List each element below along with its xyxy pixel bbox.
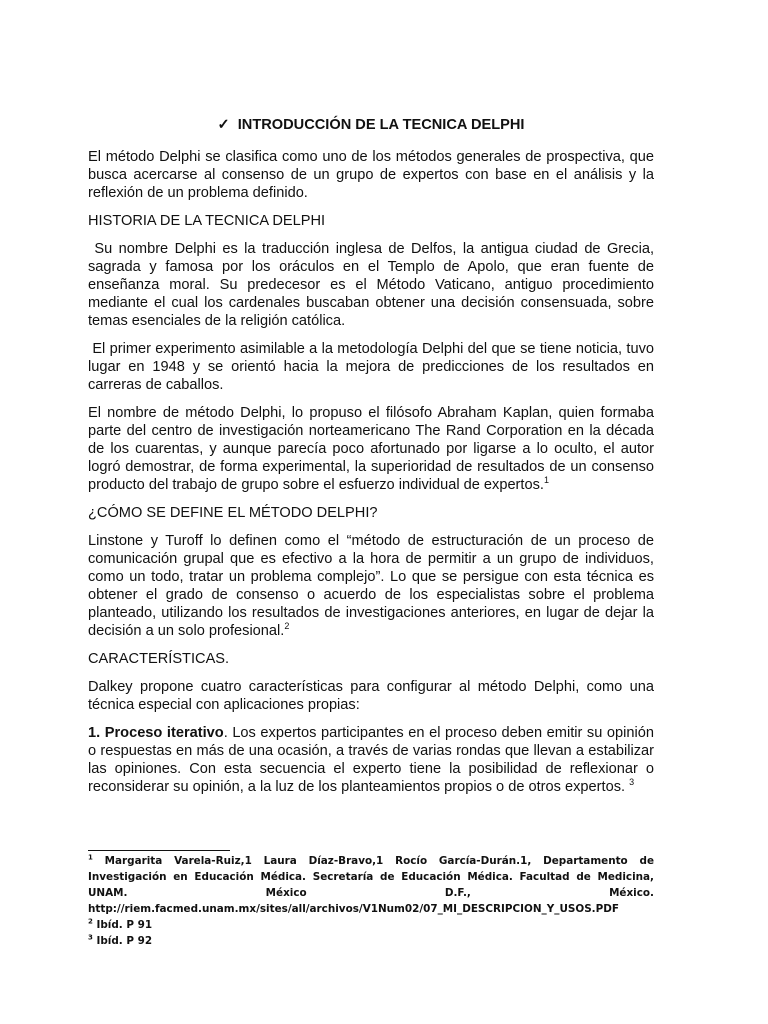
proceso-iterativo-text: . Los expertos participantes en el proceso deben emitir su opinión o respuestas en más de una ocasión, a través de varias rondas que llevan a estabilizar las opiniones. Con esta secuencia el experto tiene la posibilidad de reflexionar o reconsiderar su opinión, a la luz de los planteamientos propios o de otros expertos. <box>88 725 654 795</box>
checkmark-icon: ✓ <box>217 117 230 133</box>
footnote-2: $^2$ Ibíd. P 91 <box>88 917 153 931</box>
paragraph-definicion-text: Linstone y Turoff lo definen como el “método de estructuración de un proceso de comunicación grupal que es efectivo a la hora de permitir a un grupo de individuos, como un todo, tratar un problema complejo”. Lo que se persigue con esta técnica es obtener el grado de consenso o acuerdo de los especialistas sobre el problema planteado, utilizando los resultados de investigaciones anteriores, en lugar de dejar la decisión a un solo profesional. <box>88 533 654 639</box>
footnote-separator <box>88 850 230 851</box>
paragraph-historia-1: Su nombre Delphi es la traducción inglesa de Delfos, la antigua ciudad de Grecia, sagrada y famosa por los oráculos en el Templo de Apolo, que eran fuente de enseñanza moral. Su predecesor es el Método Vaticano, antiguo procedimiento mediante el cual los cardenales buscaban obtener una decisión consensuada, sobre temas esenciales de la religión católica. <box>88 241 659 329</box>
document-title <box>88 116 654 134</box>
footnote-3: $^3$ Ibíd. P 92 <box>88 933 153 947</box>
heading-definicion: ¿CÓMO SE DEFINE EL MÉTODO DELPHI? <box>88 505 378 521</box>
footnote-ref-2[interactable]: 2 <box>284 621 290 632</box>
paragraph-historia-2: El primer experimento asimilable a la metodología Delphi del que se tiene noticia, tuvo lugar en 1948 y se orientó hacia la mejora de predicciones de los resultados en carreras de caballos. <box>88 341 659 393</box>
footnote-ref-1[interactable]: 1 <box>543 475 549 486</box>
heading-caracteristicas: CARACTERÍSTICAS. <box>88 651 230 667</box>
heading-historia: HISTORIA DE LA TECNICA DELPHI <box>88 213 326 229</box>
paragraph-intro: El método Delphi se clasifica como uno de los métodos generales de prospectiva, que busca acercarse al consenso de un grupo de expertos con base en el análisis y la reflexión de un problema definido. <box>88 149 654 201</box>
footnotes <box>88 850 654 949</box>
paragraph-kaplan <box>88 404 654 494</box>
document-body <box>88 116 659 806</box>
footnote-1: $^1$ Margarita Varela-Ruiz,1 Laura Díaz-Bravo,1 Rocío García-Durán.1, Departamento de Investigación en Educación Médica. Secretaría de Educación Médica. Facultad de Medicina, UNAM. México D.F., México. http://riem.facmed.unam.mx/sites/all/archivos/V1Num02/07_MI_DESCRIPCION_Y_USOS.PDF <box>88 853 654 915</box>
footnote-ref-3[interactable]: 3 <box>629 777 635 788</box>
paragraph-kaplan-text: El nombre de método Delphi, lo propuso el filósofo Abraham Kaplan, quien formaba parte del centro de investigación norteamericano The Rand Corporation en la década de los cuarentas, y aunque parecía poco afortunado por ligarse a lo oculto, el autor logró demostrar, de forma experimental, la superioridad de resultados de un consenso producto del trabajo de grupo sobre el esfuerzo individual de expertos. <box>88 405 654 493</box>
paragraph-definicion <box>88 532 654 640</box>
paragraph-proceso-iterativo <box>88 724 654 796</box>
paragraph-dalkey: Dalkey propone cuatro características para configurar al método Delphi, como una técnica especial con aplicaciones propias: <box>88 679 654 713</box>
title-text: INTRODUCCIÓN DE LA TECNICA DELPHI <box>237 117 525 133</box>
proceso-iterativo-label: 1. Proceso iterativo <box>88 725 224 741</box>
